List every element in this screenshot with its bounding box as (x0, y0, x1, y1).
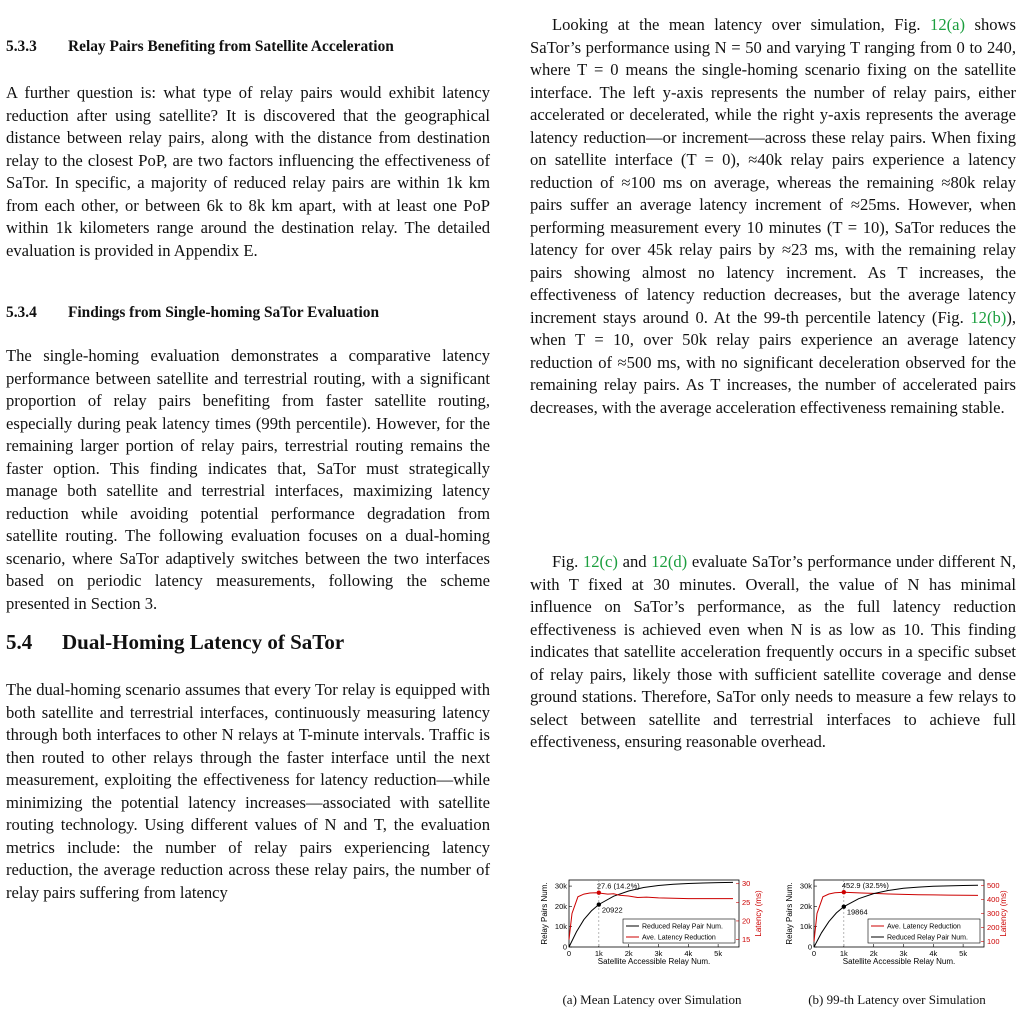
figure-link-12b[interactable]: 12(b) (970, 307, 1007, 327)
annotation-point (597, 890, 601, 894)
section-number: 5.3.4 (6, 304, 37, 321)
section-heading-5-3-4 (6, 304, 379, 322)
y-right-axis-label: Latency (ms) (754, 890, 763, 937)
y-right-tick-label: 20 (742, 916, 751, 926)
y-right-tick-label: 500 (987, 881, 1000, 891)
section-title: Relay Pairs Benefiting from Satellite Acceleration (68, 38, 394, 55)
section-number: 5.3.3 (6, 38, 37, 55)
figure-caption: (b) 99-th Latency over Simulation (808, 992, 986, 1007)
x-tick-label: 1k (839, 949, 848, 958)
x-tick-label: 4k (684, 949, 693, 958)
section-heading-5-4 (6, 630, 344, 655)
y-left-tick-label: 0 (807, 942, 812, 952)
text-run: and (617, 552, 652, 571)
x-tick-label: 3k (654, 949, 663, 958)
legend-label: Reduced Relay Pair Num. (642, 923, 723, 931)
chart-99th-latency (778, 876, 1016, 968)
y-right-tick-label: 25 (742, 897, 751, 907)
x-axis-label: Satellite Accessible Relay Num. (842, 957, 956, 966)
legend-label: Ave. Latency Reduction (642, 934, 716, 942)
x-axis-label: Satellite Accessible Relay Num. (597, 957, 711, 966)
section-5-3-3-body: A further question is: what type of relay pairs would exhibit latency reduction after using satellite? It is discovered that the geographical distance between relay pairs, along with the distance from destination relay to the closest PoP, are two factors influencing the effectiveness of SaTor. In specific, a majority of reduced relay pairs are within 1k km from each other, or between 6k to 8k km apart, with at least one PoP within 1k kilometers range around the destination relay. The detailed evaluation is provided in Appendix E. (6, 83, 490, 260)
x-tick-label: 1k (594, 949, 603, 958)
figure-link-12d[interactable]: 12(d) (651, 552, 688, 571)
figure-link-12c[interactable]: 12(c) (582, 552, 618, 571)
y-right-tick-label: 30 (742, 879, 751, 889)
x-tick-label: 0 (566, 949, 572, 958)
text-run: evaluate SaTor’s performance under different N, with T fixed at 30 minutes. Overall, the value of N has minimal influence on SaTor’s performance, as the full latency reduction effectiveness is achieved even when N is as low as 10. This finding indicates that satellite acceleration frequently occurs in a specific subset of relay pairs, likely those with sufficient satellite coverage and dense ground stations. Therefore, SaTor only needs to measure a few relays to select between satellite and terrestrial interfaces to achieve full effectiveness, ensuring reasonable overhead. (530, 552, 1016, 751)
section-title: Dual-Homing Latency of SaTor (62, 630, 345, 654)
text-run: Fig. (552, 552, 583, 571)
y-left-tick-label: 10k (554, 922, 567, 932)
figure-caption: (a) Mean Latency over Simulation (562, 992, 742, 1007)
y-right-tick-label: 400 (987, 895, 1000, 905)
annotation-label: 19864 (846, 907, 868, 917)
x-tick-label: 4k (929, 949, 938, 958)
y-right-axis-label: Latency (ms) (999, 890, 1008, 937)
paragraph-varying-n (530, 551, 1016, 754)
figure-12a (536, 876, 768, 1016)
x-tick-label: 2k (869, 949, 878, 958)
paragraph-mean-latency (530, 14, 1016, 419)
section-number: 5.4 (6, 630, 33, 654)
y-right-tick-label: 100 (987, 936, 1000, 946)
annotation-point (842, 904, 846, 908)
y-right-tick-label: 15 (742, 935, 751, 945)
text-run: Looking at the mean latency over simulation, Fig. (552, 15, 931, 34)
x-tick-label: 5k (959, 949, 968, 958)
y-left-tick-label: 10k (799, 922, 812, 932)
section-5-4-body: The dual-homing scenario assumes that every Tor relay is equipped with both satellite and terrestrial interfaces, continuously measuring latency through both interfaces to other N relays at T-minute intervals. Traffic is then routed to other relays through the faster interface until the next measurement, exploiting the effectiveness for latency reduction—while minimizing the potential latency increases—associated with satellite routing technology. Using different values of N and T, the evaluation metrics include: the number of relay pairs experiencing latency reduction, the average reduction across these relay pairs, the number of relay pairs suffering from latency (6, 680, 490, 902)
text-run: ), when T = 10, over 50k relay pairs experience an average latency reduction of ≈500 ms, with no significant deceleration observed for the remaining relay pairs. As T increases, the number of accelerated pairs decreases, with the average acceleration effectiveness remaining stable. (530, 307, 1016, 417)
text-run: shows SaTor’s performance using N = 50 and varying T ranging from 0 to 240, where T = 0 means the single-homing scenario fixing on the satellite interface. The left y-axis represents the number of relay pairs, either accelerated or decelerated, while the right y-axis represents the average latency reduction—or increment—across these relay pairs. When fixing on satellite interface (T = 0), ≈40k relay pairs experience a latency reduction of ≈100 ms on average, whereas the remaining ≈80k relay pairs suffer an average latency increment of ≈25ms. However, when performing measurement every 10 minutes (T = 10), SaTor reduces the latency for over 45k relay pairs by ≈23 ms, with the remaining relay pairs showing almost no latency increment. As T increases, the effectiveness of latency reduction decreases, but the average latency increment stays around 0. At the 99-th percentile latency (Fig. (530, 15, 1016, 327)
x-tick-label: 5k (714, 949, 723, 958)
y-left-tick-label: 20k (799, 901, 812, 911)
y-right-tick-label: 200 (987, 922, 1000, 932)
legend-label: Ave. Latency Reduction (887, 923, 961, 931)
section-title: Findings from Single-homing SaTor Evaluation (68, 304, 380, 321)
y-left-tick-label: 0 (562, 942, 567, 952)
figure-12b (778, 876, 1016, 1016)
y-right-tick-label: 300 (987, 909, 1000, 918)
section-5-3-4-body: The single-homing evaluation demonstrates a comparative latency performance between satellite and terrestrial routing, with a significant proportion of relay pairs benefiting from faster satellite routing, especially during peak latency times (99th percentile). However, for the remaining larger portion of relay pairs, terrestrial routing remains the faster option. This finding indicates that, SaTor must strategically manage both satellite and terrestrial interfaces, maximizing latency reduction while avoiding potential performance degradation from satellite routing. The following evaluation focuses on a dual-homing scenario, where SaTor adaptively switches between the two interfaces based on periodic latency measurements, following the scheme presented in Section 3. (6, 346, 490, 613)
y-left-tick-label: 20k (554, 901, 567, 911)
y-left-axis-label: Relay Pairs Num. (785, 882, 794, 945)
y-left-tick-label: 30k (799, 881, 812, 891)
y-left-tick-label: 30k (554, 881, 567, 891)
x-tick-label: 0 (811, 949, 817, 958)
annotation-point (597, 902, 601, 906)
section-heading-5-3-3 (6, 38, 394, 56)
y-left-axis-label: Relay Pairs Num. (540, 882, 549, 945)
annotation-label: 452.9 (32.5%) (841, 881, 889, 891)
x-tick-label: 3k (899, 949, 908, 958)
annotation-label: 27.6 (14.2%) (596, 881, 640, 891)
annotation-point (842, 890, 846, 894)
legend-label: Reduced Relay Pair Num. (887, 934, 968, 942)
x-tick-label: 2k (624, 949, 633, 958)
annotation-label: 20922 (601, 905, 623, 915)
figure-link-12a[interactable]: 12(a) (930, 15, 966, 34)
chart-mean-latency (536, 876, 768, 968)
